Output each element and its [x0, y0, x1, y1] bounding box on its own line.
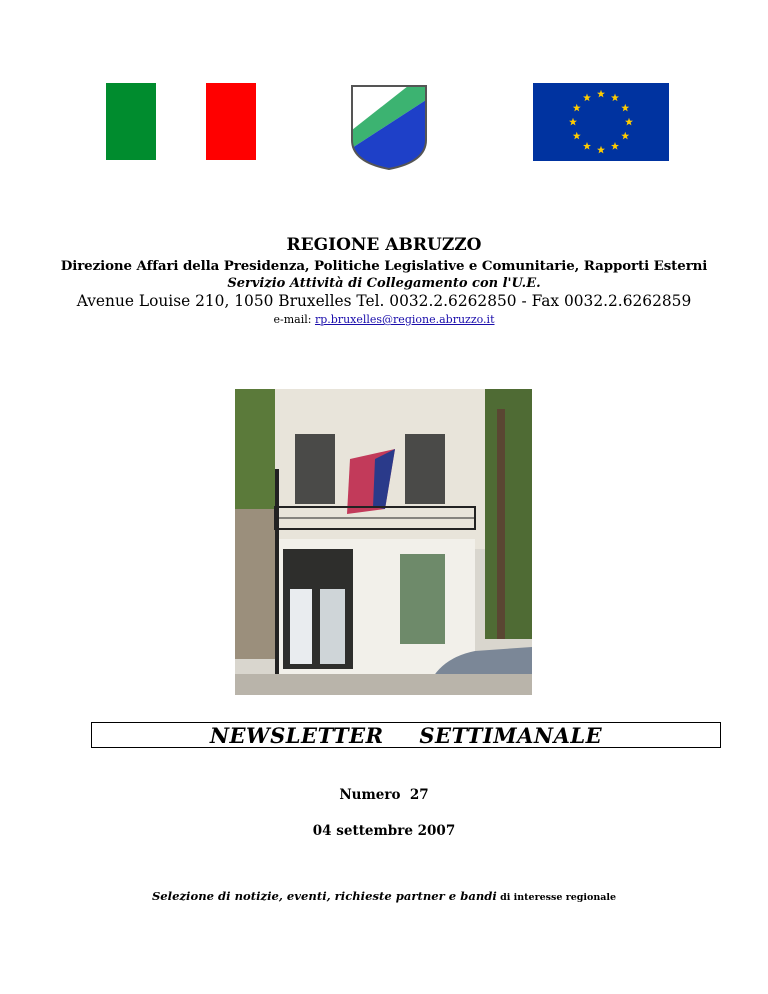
- email-line: [0, 313, 768, 326]
- email-link[interactable]: rp.bruxelles@regione.abruzzo.it: [314, 313, 495, 326]
- flag-green-stripe: [106, 83, 156, 160]
- building-photo: [235, 389, 532, 695]
- department-line: Direzione Affari della Presidenza, Politiche Legislative e Comunitarie, Rapporti Esterni: [60, 258, 708, 274]
- issue-number: [0, 787, 768, 803]
- newsletter-title-box: [91, 722, 721, 748]
- email-label: e-mail:: [273, 313, 315, 326]
- newsletter-subtitle: [0, 889, 768, 903]
- subtitle-italic: Selezione di notizie, eventi, richieste partner e bandi: [151, 889, 497, 903]
- flag-red-stripe: [206, 83, 256, 160]
- issue-date: 04 settembre 2007: [312, 823, 456, 839]
- service-line: Servizio Attività di Collegamento con l'U.E.: [227, 276, 541, 291]
- abruzzo-crest-icon: [346, 82, 432, 171]
- italy-flag-icon: [106, 83, 257, 160]
- org-name: REGIONE ABRUZZO: [286, 235, 482, 255]
- newsletter-title: NEWSLETTER SETTIMANALE: [209, 723, 603, 748]
- address-line: Avenue Louise 210, 1050 Bruxelles Tel. 0032.2.6262850 - Fax 0032.2.6262859: [76, 292, 692, 310]
- issue-number-text: Numero 27: [339, 787, 429, 803]
- eu-flag-icon: [533, 83, 669, 161]
- subtitle-tail: di interesse regionale: [496, 892, 617, 903]
